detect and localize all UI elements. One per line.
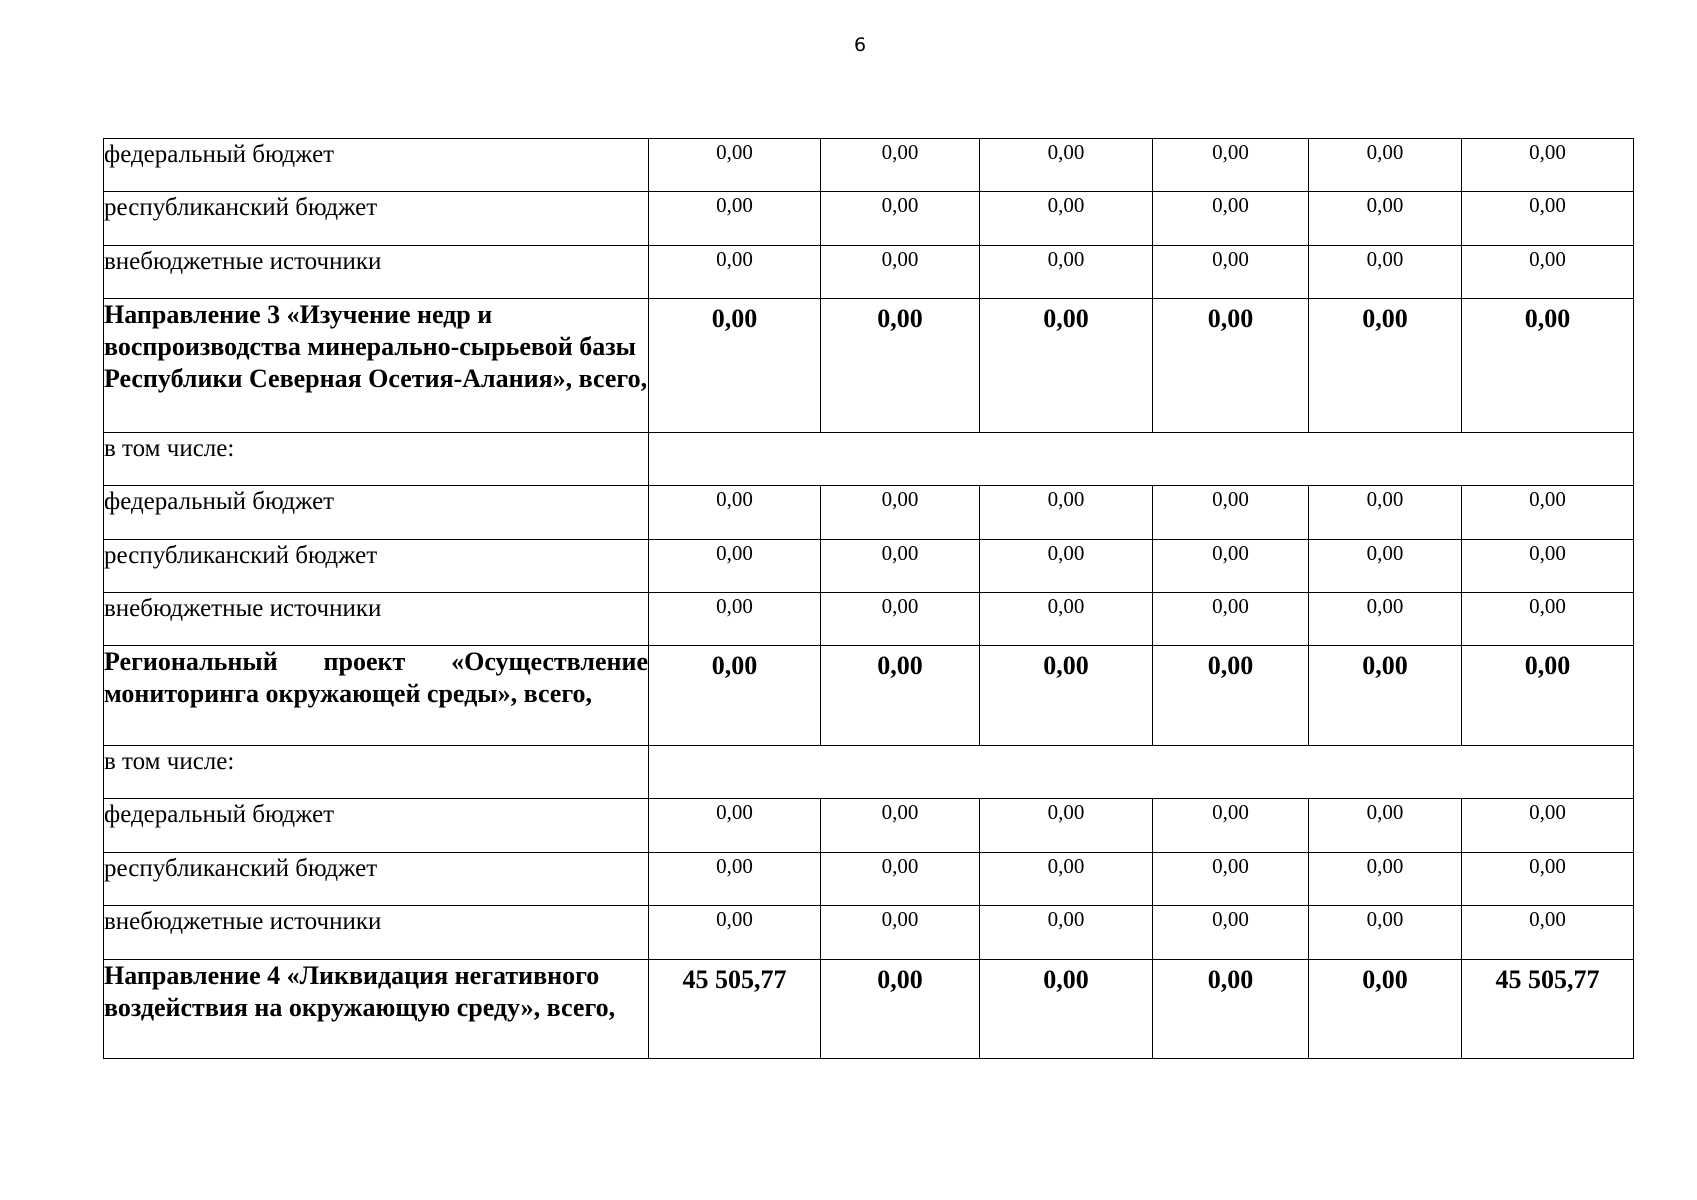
table-row — [104, 540, 1634, 593]
table-cell: 0,00 — [980, 646, 1153, 746]
table-cell: 0,00 — [821, 139, 980, 192]
table-cell: 0,00 — [1153, 139, 1309, 192]
table-cell: 0,00 — [1462, 486, 1634, 540]
table-cell: 0,00 — [980, 799, 1153, 853]
table-cell: 45 505,77 — [649, 960, 821, 1059]
table-row-total — [104, 299, 1634, 433]
row-label: федеральный бюджет — [104, 486, 649, 540]
table-cell: 0,00 — [649, 486, 821, 540]
table-cell: 0,00 — [821, 486, 980, 540]
table-row — [104, 192, 1634, 246]
table-cell: 0,00 — [1462, 540, 1634, 593]
table-cell: 0,00 — [821, 960, 980, 1059]
table-row — [104, 906, 1634, 960]
table-cell: 0,00 — [1309, 799, 1462, 853]
table-row — [104, 486, 1634, 540]
table-cell: 0,00 — [1153, 486, 1309, 540]
table-cell: 0,00 — [649, 299, 821, 433]
table-cell: 0,00 — [980, 139, 1153, 192]
table-cell-empty — [649, 433, 1634, 486]
table-cell: 0,00 — [649, 192, 821, 246]
table-row — [104, 593, 1634, 646]
row-label: внебюджетные источники — [104, 593, 649, 646]
table-cell: 0,00 — [1462, 139, 1634, 192]
table-cell: 0,00 — [649, 246, 821, 299]
row-label: республиканский бюджет — [104, 540, 649, 593]
table-row-subheader — [104, 433, 1634, 486]
row-label: внебюджетные источники — [104, 246, 649, 299]
table-cell: 0,00 — [1462, 906, 1634, 960]
table-cell: 0,00 — [1462, 299, 1634, 433]
table-cell: 0,00 — [980, 853, 1153, 906]
row-label: республиканский бюджет — [104, 192, 649, 246]
table-cell: 0,00 — [649, 646, 821, 746]
table-cell: 0,00 — [821, 246, 980, 299]
table-cell: 0,00 — [980, 906, 1153, 960]
table-cell: 0,00 — [1153, 593, 1309, 646]
table-cell: 0,00 — [980, 540, 1153, 593]
row-label: Направление 4 «Ликвидация негативного воздействия на окружающую среду», всего, — [104, 960, 649, 1059]
table-cell: 0,00 — [1309, 593, 1462, 646]
row-label: федеральный бюджет — [104, 139, 649, 192]
table-cell: 0,00 — [1153, 646, 1309, 746]
row-label: федеральный бюджет — [104, 799, 649, 853]
table-cell: 0,00 — [1309, 486, 1462, 540]
row-label: республиканский бюджет — [104, 853, 649, 906]
table-cell: 0,00 — [649, 540, 821, 593]
table-cell: 0,00 — [1309, 299, 1462, 433]
budget-table — [103, 138, 1634, 1059]
table-row-subheader — [104, 746, 1634, 799]
table-cell: 0,00 — [980, 246, 1153, 299]
table-cell: 0,00 — [821, 853, 980, 906]
table-cell: 0,00 — [980, 192, 1153, 246]
table-cell: 0,00 — [980, 486, 1153, 540]
table-cell: 0,00 — [1309, 540, 1462, 593]
table-cell: 0,00 — [1153, 799, 1309, 853]
table-row — [104, 799, 1634, 853]
table-cell: 0,00 — [649, 853, 821, 906]
table-cell: 0,00 — [821, 192, 980, 246]
table-cell: 0,00 — [1153, 853, 1309, 906]
row-label: Региональный проект «Осуществление мониторинга окружающей среды», всего, — [104, 646, 649, 746]
table-cell: 0,00 — [821, 540, 980, 593]
table-row — [104, 246, 1634, 299]
row-label: в том числе: — [104, 746, 649, 799]
row-label: внебюджетные источники — [104, 906, 649, 960]
table-cell: 0,00 — [821, 906, 980, 960]
table-cell: 45 505,77 — [1462, 960, 1634, 1059]
table-cell-empty — [649, 746, 1634, 799]
table-cell: 0,00 — [649, 799, 821, 853]
table-row — [104, 853, 1634, 906]
table-cell: 0,00 — [821, 299, 980, 433]
table-cell: 0,00 — [821, 646, 980, 746]
row-label: в том числе: — [104, 433, 649, 486]
table-cell: 0,00 — [1462, 246, 1634, 299]
table-row-total — [104, 646, 1634, 746]
table-cell: 0,00 — [1153, 540, 1309, 593]
table-cell: 0,00 — [980, 593, 1153, 646]
table-cell: 0,00 — [649, 593, 821, 646]
table-cell: 0,00 — [1153, 906, 1309, 960]
table-cell: 0,00 — [980, 299, 1153, 433]
table-cell: 0,00 — [1462, 192, 1634, 246]
table-cell: 0,00 — [1309, 139, 1462, 192]
table-row — [104, 139, 1634, 192]
table-cell: 0,00 — [1462, 593, 1634, 646]
table-cell: 0,00 — [1309, 906, 1462, 960]
table-cell: 0,00 — [1153, 246, 1309, 299]
row-label: Направление 3 «Изучение недр и воспроизводства минерально-сырьевой базы Республики Северная Осетия-Алания», всего, — [104, 299, 649, 433]
table-cell: 0,00 — [1153, 299, 1309, 433]
table-cell: 0,00 — [980, 960, 1153, 1059]
page-number: 6 — [853, 34, 867, 56]
table-cell: 0,00 — [649, 906, 821, 960]
table-cell: 0,00 — [821, 593, 980, 646]
table-cell: 0,00 — [821, 799, 980, 853]
table-row-total — [104, 960, 1634, 1059]
table-cell: 0,00 — [1462, 646, 1634, 746]
table-cell: 0,00 — [1309, 246, 1462, 299]
table-cell: 0,00 — [1462, 853, 1634, 906]
table-cell: 0,00 — [1309, 646, 1462, 746]
table-cell: 0,00 — [1309, 960, 1462, 1059]
table-cell: 0,00 — [1153, 960, 1309, 1059]
table-cell: 0,00 — [649, 139, 821, 192]
table-cell: 0,00 — [1309, 192, 1462, 246]
table-cell: 0,00 — [1462, 799, 1634, 853]
table-cell: 0,00 — [1309, 853, 1462, 906]
table-cell: 0,00 — [1153, 192, 1309, 246]
